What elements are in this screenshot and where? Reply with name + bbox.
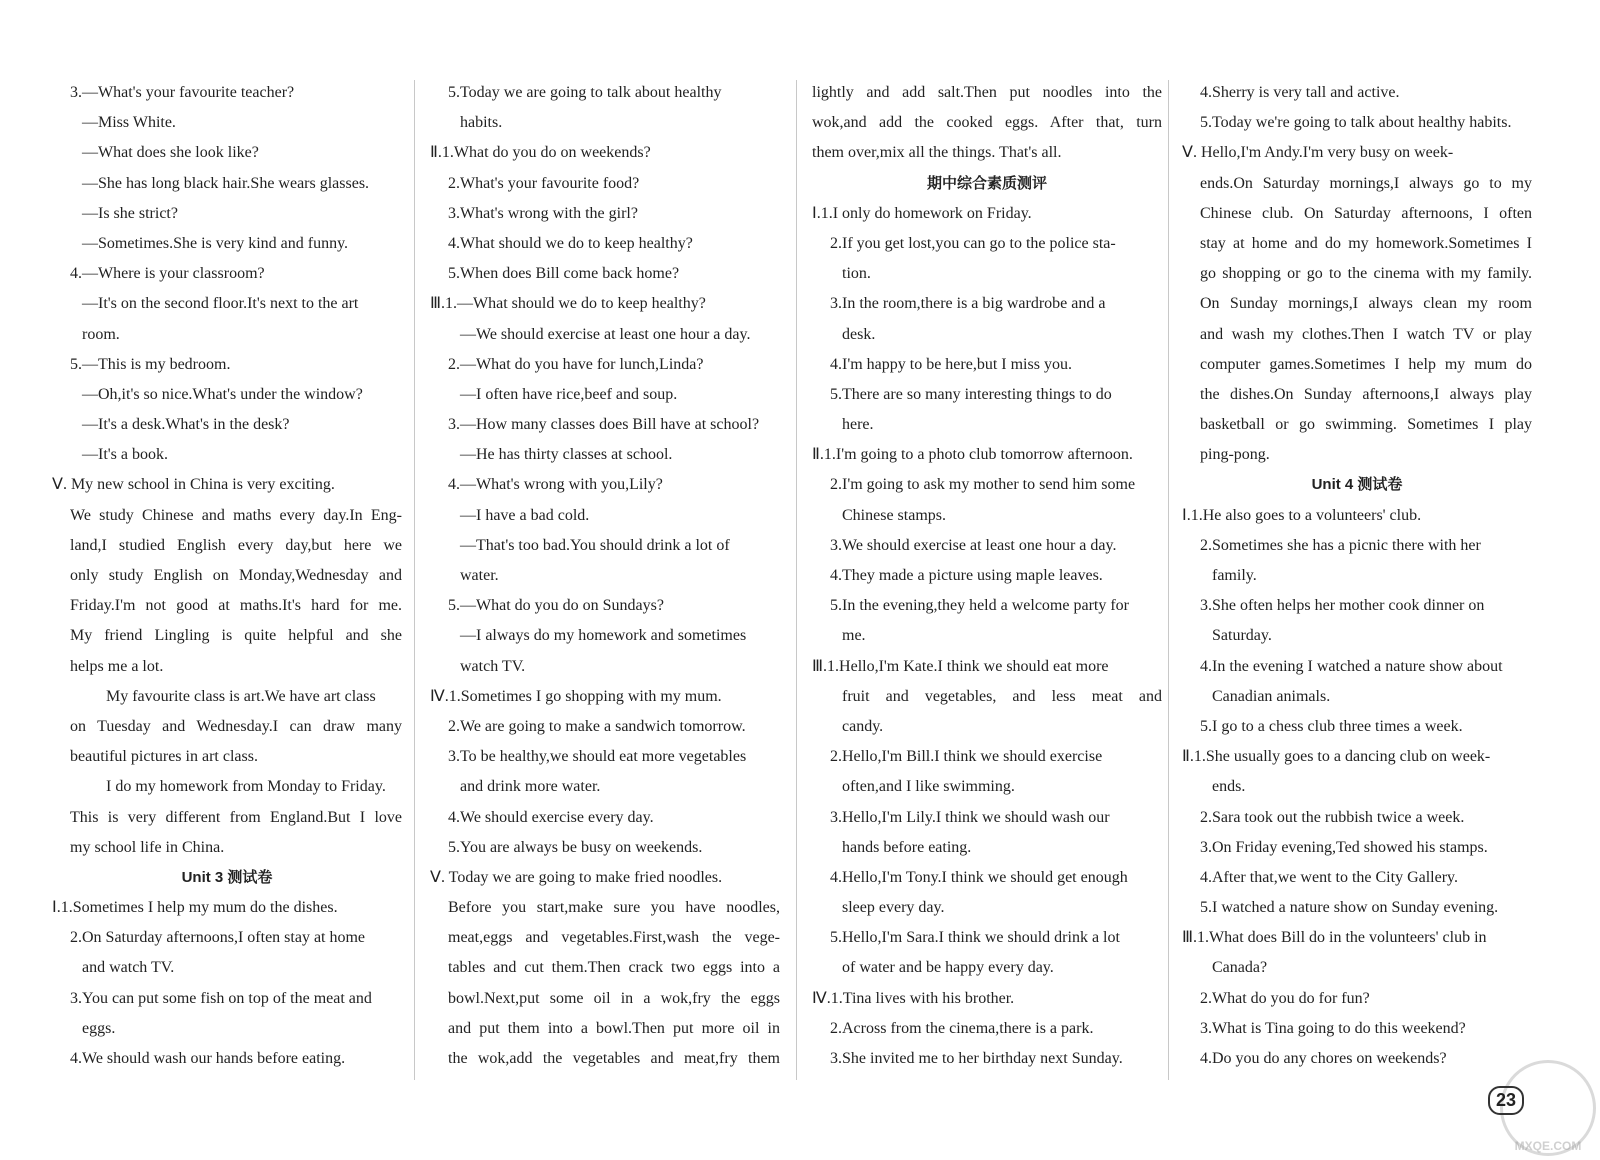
text-line: —It's a book.: [82, 446, 168, 464]
text-line: Ⅰ.1.Sometimes I help my mum do the dishes.: [52, 899, 338, 917]
text-line: Chinese stamps.: [842, 506, 946, 524]
text-line: 2.We are going to make a sandwich tomorrow.: [448, 717, 746, 735]
page-number: 23: [1488, 1086, 1524, 1115]
text-line: Ⅴ. My new school in China is very exciting.: [52, 476, 335, 494]
text-line: 5.Today we're going to talk about healthy habits.: [1200, 114, 1512, 132]
text-line: desk.: [842, 325, 876, 343]
text-line: Before you start,make sure you have noodles,: [448, 899, 780, 917]
text-line: wok,and add the cooked eggs. After that, turn: [812, 114, 1162, 132]
text-line: 2.What do you do for fun?: [1200, 989, 1370, 1007]
text-line: 2.If you get lost,you can go to the police sta-: [830, 234, 1116, 252]
text-line: bowl.Next,put some oil in a wok,fry the eggs: [448, 989, 780, 1007]
text-line: 5.In the evening,they held a welcome party for: [830, 597, 1129, 615]
text-line: Ⅴ. Hello,I'm Andy.I'm very busy on week-: [1182, 144, 1454, 162]
column-divider: [796, 80, 797, 1080]
text-line: 4.After that,we went to the City Gallery.: [1200, 868, 1458, 886]
text-line: —We should exercise at least one hour a day.: [460, 325, 751, 343]
text-line: 5.When does Bill come back home?: [448, 265, 680, 283]
text-line: 4.What should we do to keep healthy?: [448, 234, 693, 252]
text-line: ends.: [1212, 778, 1246, 796]
text-line: 2.I'm going to ask my mother to send him some: [830, 476, 1136, 494]
text-line: Ⅱ.1.What do you do on weekends?: [430, 144, 651, 162]
text-line: 5.—What do you do on Sundays?: [448, 597, 664, 615]
text-line: and put them into a bowl.Then put more oil in: [448, 1019, 780, 1037]
column-divider: [1168, 80, 1169, 1080]
text-line: —Miss White.: [82, 114, 176, 132]
text-line: of water and be happy every day.: [842, 959, 1054, 977]
text-line: 4.We should exercise every day.: [448, 808, 654, 826]
text-line: computer games.Sometimes I help my mum do: [1200, 355, 1532, 373]
text-line: me.: [842, 627, 866, 645]
text-line: the wok,add the vegetables and meat,fry them: [448, 1050, 780, 1067]
text-line: ends.On Saturday mornings,I always go to my: [1200, 174, 1532, 192]
text-line: 3.She often helps her mother cook dinner on: [1200, 597, 1485, 615]
text-line: Ⅰ.1.I only do homework on Friday.: [812, 204, 1032, 222]
text-line: 2.—What do you have for lunch,Linda?: [448, 355, 704, 373]
text-line: 5.You are always be busy on weekends.: [448, 838, 703, 856]
text-line: 5.I watched a nature show on Sunday evening.: [1200, 899, 1499, 917]
text-line: and drink more water.: [460, 778, 601, 796]
text-line: —I have a bad cold.: [460, 506, 590, 524]
text-line: 3.She invited me to her birthday next Sunday.: [830, 1050, 1123, 1067]
text-line: —It's on the second floor.It's next to the art: [82, 295, 359, 313]
text-line: —Oh,it's so nice.What's under the window?: [82, 385, 363, 403]
text-line: 4.In the evening I watched a nature show about: [1200, 657, 1503, 675]
text-line: 4.—What's wrong with you,Lily?: [448, 476, 663, 494]
text-line: 4.Sherry is very tall and active.: [1200, 84, 1400, 101]
text-line: 4.—Where is your classroom?: [70, 265, 265, 283]
text-line: On Sunday mornings,I always clean my room: [1200, 295, 1532, 313]
text-line: Ⅱ.1.She usually goes to a dancing club on week-: [1182, 748, 1491, 766]
text-line: Ⅲ.1.What does Bill do in the volunteers' club in: [1182, 929, 1487, 947]
text-line: Ⅲ.1.Hello,I'm Kate.I think we should eat more: [812, 657, 1109, 675]
text-line: 期中综合素质测评: [926, 174, 1047, 192]
text-line: This is very different from England.But I love: [70, 808, 402, 826]
text-line: 2.Sara took out the rubbish twice a week.: [1200, 808, 1465, 826]
text-line: tion.: [842, 265, 871, 283]
text-line: Saturday.: [1212, 627, 1272, 645]
text-line: 3.—How many classes does Bill have at school?: [448, 416, 760, 434]
text-line: 2.Across from the cinema,there is a park.: [830, 1019, 1094, 1037]
text-line: —Is she strict?: [82, 204, 178, 222]
text-line: the dishes.On Sunday afternoons,I always play: [1200, 385, 1532, 403]
text-line: room.: [82, 325, 120, 343]
text-line: 3.To be healthy,we should eat more vegetables: [448, 748, 747, 766]
watermark-text: MXQE.COM: [1514, 1139, 1582, 1153]
text-line: stay at home and do my homework.Sometimes I: [1200, 234, 1532, 252]
text-line: We study Chinese and maths every day.In Eng-: [70, 506, 402, 524]
text-line: My friend Lingling is quite helpful and she: [70, 627, 402, 645]
text-line: on Tuesday and Wednesday.I can draw many: [70, 717, 402, 735]
text-line: Ⅴ. Today we are going to make fried noodles.: [430, 868, 723, 886]
text-line: 5.There are so many interesting things to do: [830, 385, 1112, 403]
text-line: 2.On Saturday afternoons,I often stay at home: [70, 929, 366, 947]
text-line: —That's too bad.You should drink a lot of: [460, 536, 730, 554]
text-line: 4.Do you do any chores on weekends?: [1200, 1050, 1447, 1067]
text-line: Friday.I'm not good at maths.It's hard for me.: [70, 597, 402, 615]
text-line: ping-pong.: [1200, 446, 1270, 464]
text-line: beautiful pictures in art class.: [70, 748, 258, 766]
text-line: fruit and vegetables, and less meat and: [842, 687, 1162, 705]
column-divider: [414, 80, 415, 1080]
column-1: [52, 78, 402, 1074]
text-line: 2.What's your favourite food?: [448, 174, 640, 192]
text-line: Ⅰ.1.He also goes to a volunteers' club.: [1182, 506, 1422, 524]
text-line: 3.What's wrong with the girl?: [448, 204, 638, 222]
text-line: —What does she look like?: [82, 144, 259, 162]
text-line: Ⅲ.1.—What should we do to keep healthy?: [430, 295, 706, 313]
text-line: —I often have rice,beef and soup.: [460, 385, 678, 403]
text-line: My favourite class is art.We have art class: [106, 687, 376, 705]
text-line: 3.You can put some fish on top of the meat and: [70, 989, 372, 1007]
text-line: Ⅳ.1.Sometimes I go shopping with my mum.: [430, 687, 722, 705]
column-4: [1182, 78, 1532, 1074]
text-line: 3.On Friday evening,Ted showed his stamps.: [1200, 838, 1488, 856]
text-line: 3.In the room,there is a big wardrobe and a: [830, 295, 1106, 313]
text-line: Canadian animals.: [1212, 687, 1331, 705]
text-line: Canada?: [1212, 959, 1268, 977]
text-line: —She has long black hair.She wears glasses.: [82, 174, 370, 192]
text-line: 3.What is Tina going to do this weekend?: [1200, 1019, 1466, 1037]
column-2: [430, 78, 780, 1074]
text-line: lightly and add salt.Then put noodles into the: [812, 84, 1162, 101]
text-line: meat,eggs and vegetables.First,wash the vege-: [448, 929, 780, 947]
text-line: go shopping or go to the cinema with my family.: [1200, 265, 1532, 283]
text-line: often,and I like swimming.: [842, 778, 1015, 796]
text-line: Unit 4 测试卷: [1311, 476, 1403, 494]
text-line: basketball or go swimming. Sometimes I play: [1200, 416, 1532, 434]
text-line: 4.Hello,I'm Tony.I think we should get enough: [830, 868, 1128, 886]
text-line: hands before eating.: [842, 838, 972, 856]
text-line: Ⅳ.1.Tina lives with his brother.: [812, 989, 1015, 1007]
text-line: sleep every day.: [842, 899, 945, 917]
text-line: —He has thirty classes at school.: [460, 446, 673, 464]
text-line: 3.Hello,I'm Lily.I think we should wash our: [830, 808, 1110, 826]
text-line: 5.Today we are going to talk about healthy: [448, 84, 722, 101]
text-line: them over,mix all the things. That's all.: [812, 144, 1062, 162]
text-line: 5.—This is my bedroom.: [70, 355, 231, 373]
text-line: 5.I go to a chess club three times a week.: [1200, 717, 1463, 735]
text-line: 5.Hello,I'm Sara.I think we should drink a lot: [830, 929, 1120, 947]
text-line: Chinese club. On Saturday afternoons, I often: [1200, 204, 1532, 222]
text-line: here.: [842, 416, 874, 434]
text-line: I do my homework from Monday to Friday.: [106, 778, 386, 796]
text-line: 4.They made a picture using maple leaves.: [830, 567, 1103, 584]
text-line: 3.We should exercise at least one hour a day.: [830, 536, 1117, 554]
text-line: 4.We should wash our hands before eating.: [70, 1050, 346, 1067]
text-line: —I always do my homework and sometimes: [460, 627, 747, 645]
text-line: candy.: [842, 717, 884, 735]
text-line: Ⅱ.1.I'm going to a photo club tomorrow afternoon.: [812, 446, 1133, 464]
text-line: eggs.: [82, 1019, 116, 1037]
text-line: only study English on Monday,Wednesday and: [70, 567, 402, 584]
text-line: Unit 3 测试卷: [181, 868, 273, 886]
text-line: tables and cut them.Then crack two eggs into a: [448, 959, 780, 977]
text-line: 2.Hello,I'm Bill.I think we should exercise: [830, 748, 1103, 766]
text-line: water.: [460, 567, 499, 584]
text-line: land,I studied English every day,but here we: [70, 536, 402, 554]
text-line: —It's a desk.What's in the desk?: [82, 416, 290, 434]
text-line: watch TV.: [460, 657, 526, 675]
text-line: 3.—What's your favourite teacher?: [70, 84, 295, 101]
text-line: habits.: [460, 114, 503, 132]
text-line: —Sometimes.She is very kind and funny.: [82, 234, 349, 252]
text-line: my school life in China.: [70, 838, 225, 856]
text-line: 4.I'm happy to be here,but I miss you.: [830, 355, 1072, 373]
column-3: [812, 78, 1162, 1074]
text-line: and watch TV.: [82, 959, 175, 977]
text-line: 2.Sometimes she has a picnic there with her: [1200, 536, 1481, 554]
text-line: family.: [1212, 567, 1257, 584]
text-line: helps me a lot.: [70, 657, 164, 675]
text-line: and wash my clothes.Then I watch TV or play: [1200, 325, 1532, 343]
